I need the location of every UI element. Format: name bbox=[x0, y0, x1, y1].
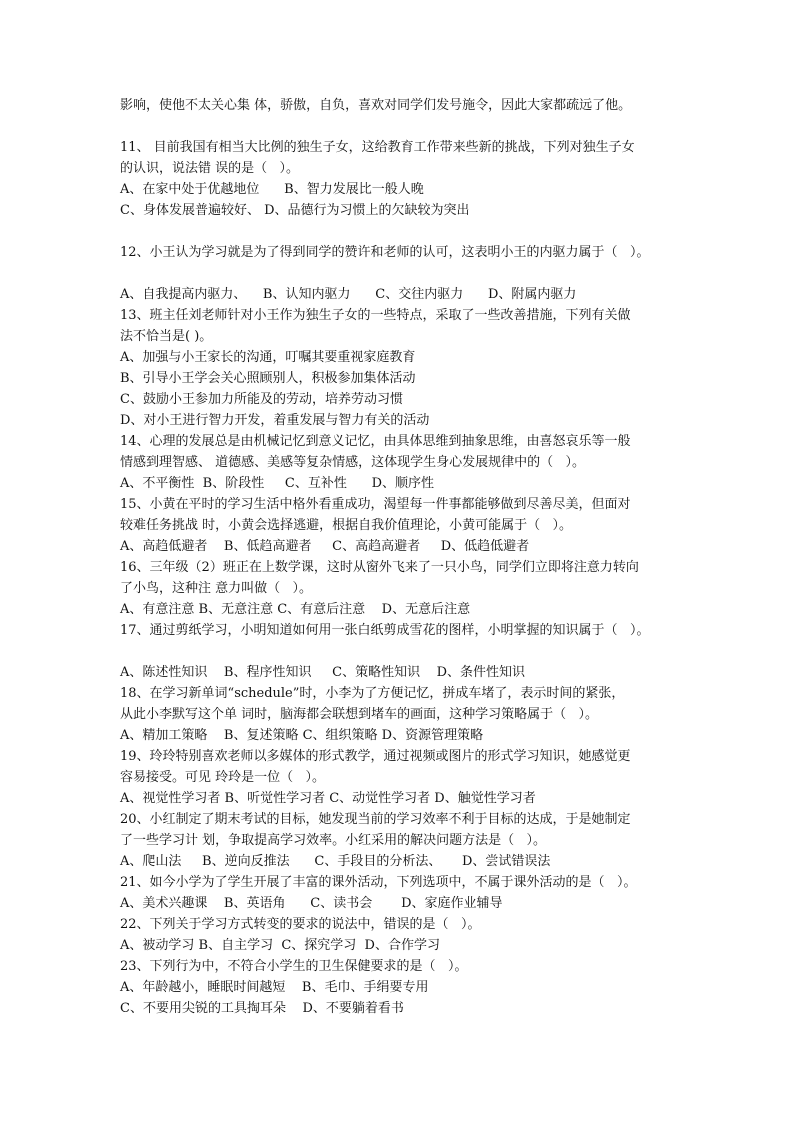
question-stem: 情感到理智感、 道德感、美感等复杂情感，这体现学生身心发展规律中的（ ）。 bbox=[120, 455, 586, 470]
question-13 bbox=[120, 305, 685, 431]
question-option-c: C、鼓励小王参加力所能及的劳动，培养劳动习惯 bbox=[120, 392, 403, 407]
question-16 bbox=[120, 557, 685, 620]
question-20 bbox=[120, 809, 685, 872]
question-option-d: D、对小王进行智力开发，着重发展与智力有关的活动 bbox=[120, 413, 430, 428]
question-stem: 从此小李默写这个单 词时，脑海都会联想到堵车的画面，这种学习策略属于（ ）。 bbox=[120, 707, 599, 722]
question-stem: 15、小黄在平时的学习生活中格外看重成功，渴望每一件事都能够做到尽善尽美，但面对 bbox=[120, 497, 631, 512]
question-options: C、不要用尖锐的工具掏耳朵 D、不要躺着看书 bbox=[120, 1001, 404, 1016]
question-options: A、陈述性知识 B、程序性知识 C、策略性知识 D、条件性知识 bbox=[120, 665, 526, 680]
question-stem: 21、如今小学为了学生开展了丰富的课外活动，下列选项中，不属于课外活动的是（ ）。 bbox=[120, 875, 637, 890]
question-stem: 了一些学习计 划，争取提高学习效率。小红采用的解决问题方法是（ ）。 bbox=[120, 833, 547, 848]
question-stem: 16、三年级（2）班正在上数学课，这时从窗外飞来了一只小鸟，同学们立即将注意力转向 bbox=[120, 560, 639, 575]
document-page bbox=[120, 95, 685, 1019]
question-23 bbox=[120, 956, 685, 1019]
question-18 bbox=[120, 683, 685, 746]
question-option-a: A、加强与小王家长的沟通，叮嘱其要重视家庭教育 bbox=[120, 350, 416, 365]
question-options: A、自我提高内驱力、 B、认知内驱力 C、交往内驱力 D、附属内驱力 bbox=[120, 287, 577, 302]
question-stem: 23、下列行为中，不符合小学生的卫生保健要求的是（ ）。 bbox=[120, 959, 468, 974]
question-option-b: B、引导小王学会关心照顾别人，积极参加集体活动 bbox=[120, 371, 416, 386]
question-14 bbox=[120, 431, 685, 494]
question-stem: 的认识，说法错 误的是（ ）。 bbox=[120, 161, 300, 176]
question-17 bbox=[120, 620, 685, 683]
question-stem: 12、小王认为学习就是为了得到同学的赞许和老师的认可，这表明小王的内驱力属于（ ）。 bbox=[120, 245, 650, 260]
question-options: A、在家中处于优越地位 B、智力发展比一般人晚 bbox=[120, 182, 424, 197]
question-stem: 14、心理的发展总是由机械记忆到意义记忆，由具体思维到抽象思维，由喜怒哀乐等一般 bbox=[120, 434, 631, 449]
question-21 bbox=[120, 872, 685, 914]
question-options: A、不平衡性 B、阶段性 C、互补性 D、顺序性 bbox=[120, 476, 435, 491]
intro-line: 影响，使他不太关心集 体，骄傲，自负，喜欢对同学们发号施令，因此大家都疏远了他。 bbox=[120, 98, 632, 113]
question-stem: 19、玲玲特别喜欢老师以多媒体的形式教学，通过视频或图片的形式学习知识，她感觉更 bbox=[120, 749, 631, 764]
question-stem: 17、通过剪纸学习，小明知道如何用一张白纸剪成雪花的图样，小明掌握的知识属于（ ）。 bbox=[120, 623, 650, 638]
question-19 bbox=[120, 746, 685, 809]
question-stem: 较难任务挑战 时，小黄会选择逃避，根据自我价值理论，小黄可能属于（ ）。 bbox=[120, 518, 573, 533]
question-stem: 18、在学习新单词“schedule”时，小李为了方便记忆，拼成车堵了，表示时间的紧张， bbox=[120, 686, 625, 701]
question-11 bbox=[120, 137, 685, 221]
question-stem: 法不恰当是( )。 bbox=[120, 329, 213, 344]
question-options: A、年龄越小，睡眠时间越短 B、毛巾、手绢要专用 bbox=[120, 980, 429, 995]
question-stem: 22、下列关于学习方式转变的要求的说法中，错误的是（ ）。 bbox=[120, 917, 481, 932]
question-stem: 13、班主任刘老师针对小王作为独生子女的一些特点，采取了一些改善措施，下列有关做 bbox=[120, 308, 631, 323]
question-options: A、爬山法 B、逆向反推法 C、手段目的分析法、 D、尝试错误法 bbox=[120, 854, 551, 869]
question-options: A、精加工策略 B、复述策略 C、组织策略 D、资源管理策略 bbox=[120, 728, 484, 743]
question-options: C、身体发展普遍较好、 D、品德行为习惯上的欠缺较为突出 bbox=[120, 203, 470, 218]
question-15 bbox=[120, 494, 685, 557]
question-12 bbox=[120, 242, 685, 305]
question-options: A、被动学习 B、自主学习 C、探究学习 D、合作学习 bbox=[120, 938, 440, 953]
question-options: A、美术兴趣课 B、英语角 C、读书会 D、家庭作业辅导 bbox=[120, 896, 503, 911]
question-options: A、高趋低避者 B、低趋高避者 C、高趋高避者 D、低趋低避者 bbox=[120, 539, 530, 554]
question-stem: 11、 目前我国有相当大比例的独生子女，这给教育工作带来些新的挑战，下列对独生子女 bbox=[120, 140, 635, 155]
question-22 bbox=[120, 914, 685, 956]
question-options: A、视觉性学习者 B、听觉性学习者 C、动觉性学习者 D、触觉性学习者 bbox=[120, 791, 536, 806]
question-options: A、有意注意 B、无意注意 C、有意后注意 D、无意后注意 bbox=[120, 602, 471, 617]
question-stem: 了小鸟，这种注 意力叫做（ ）。 bbox=[120, 581, 313, 596]
question-stem: 20、小红制定了期末考试的目标，她发现当前的学习效率不利于目标的达成，于是她制定 bbox=[120, 812, 631, 827]
question-stem: 容易接受。可见 玲玲是一位（ ）。 bbox=[120, 770, 326, 785]
